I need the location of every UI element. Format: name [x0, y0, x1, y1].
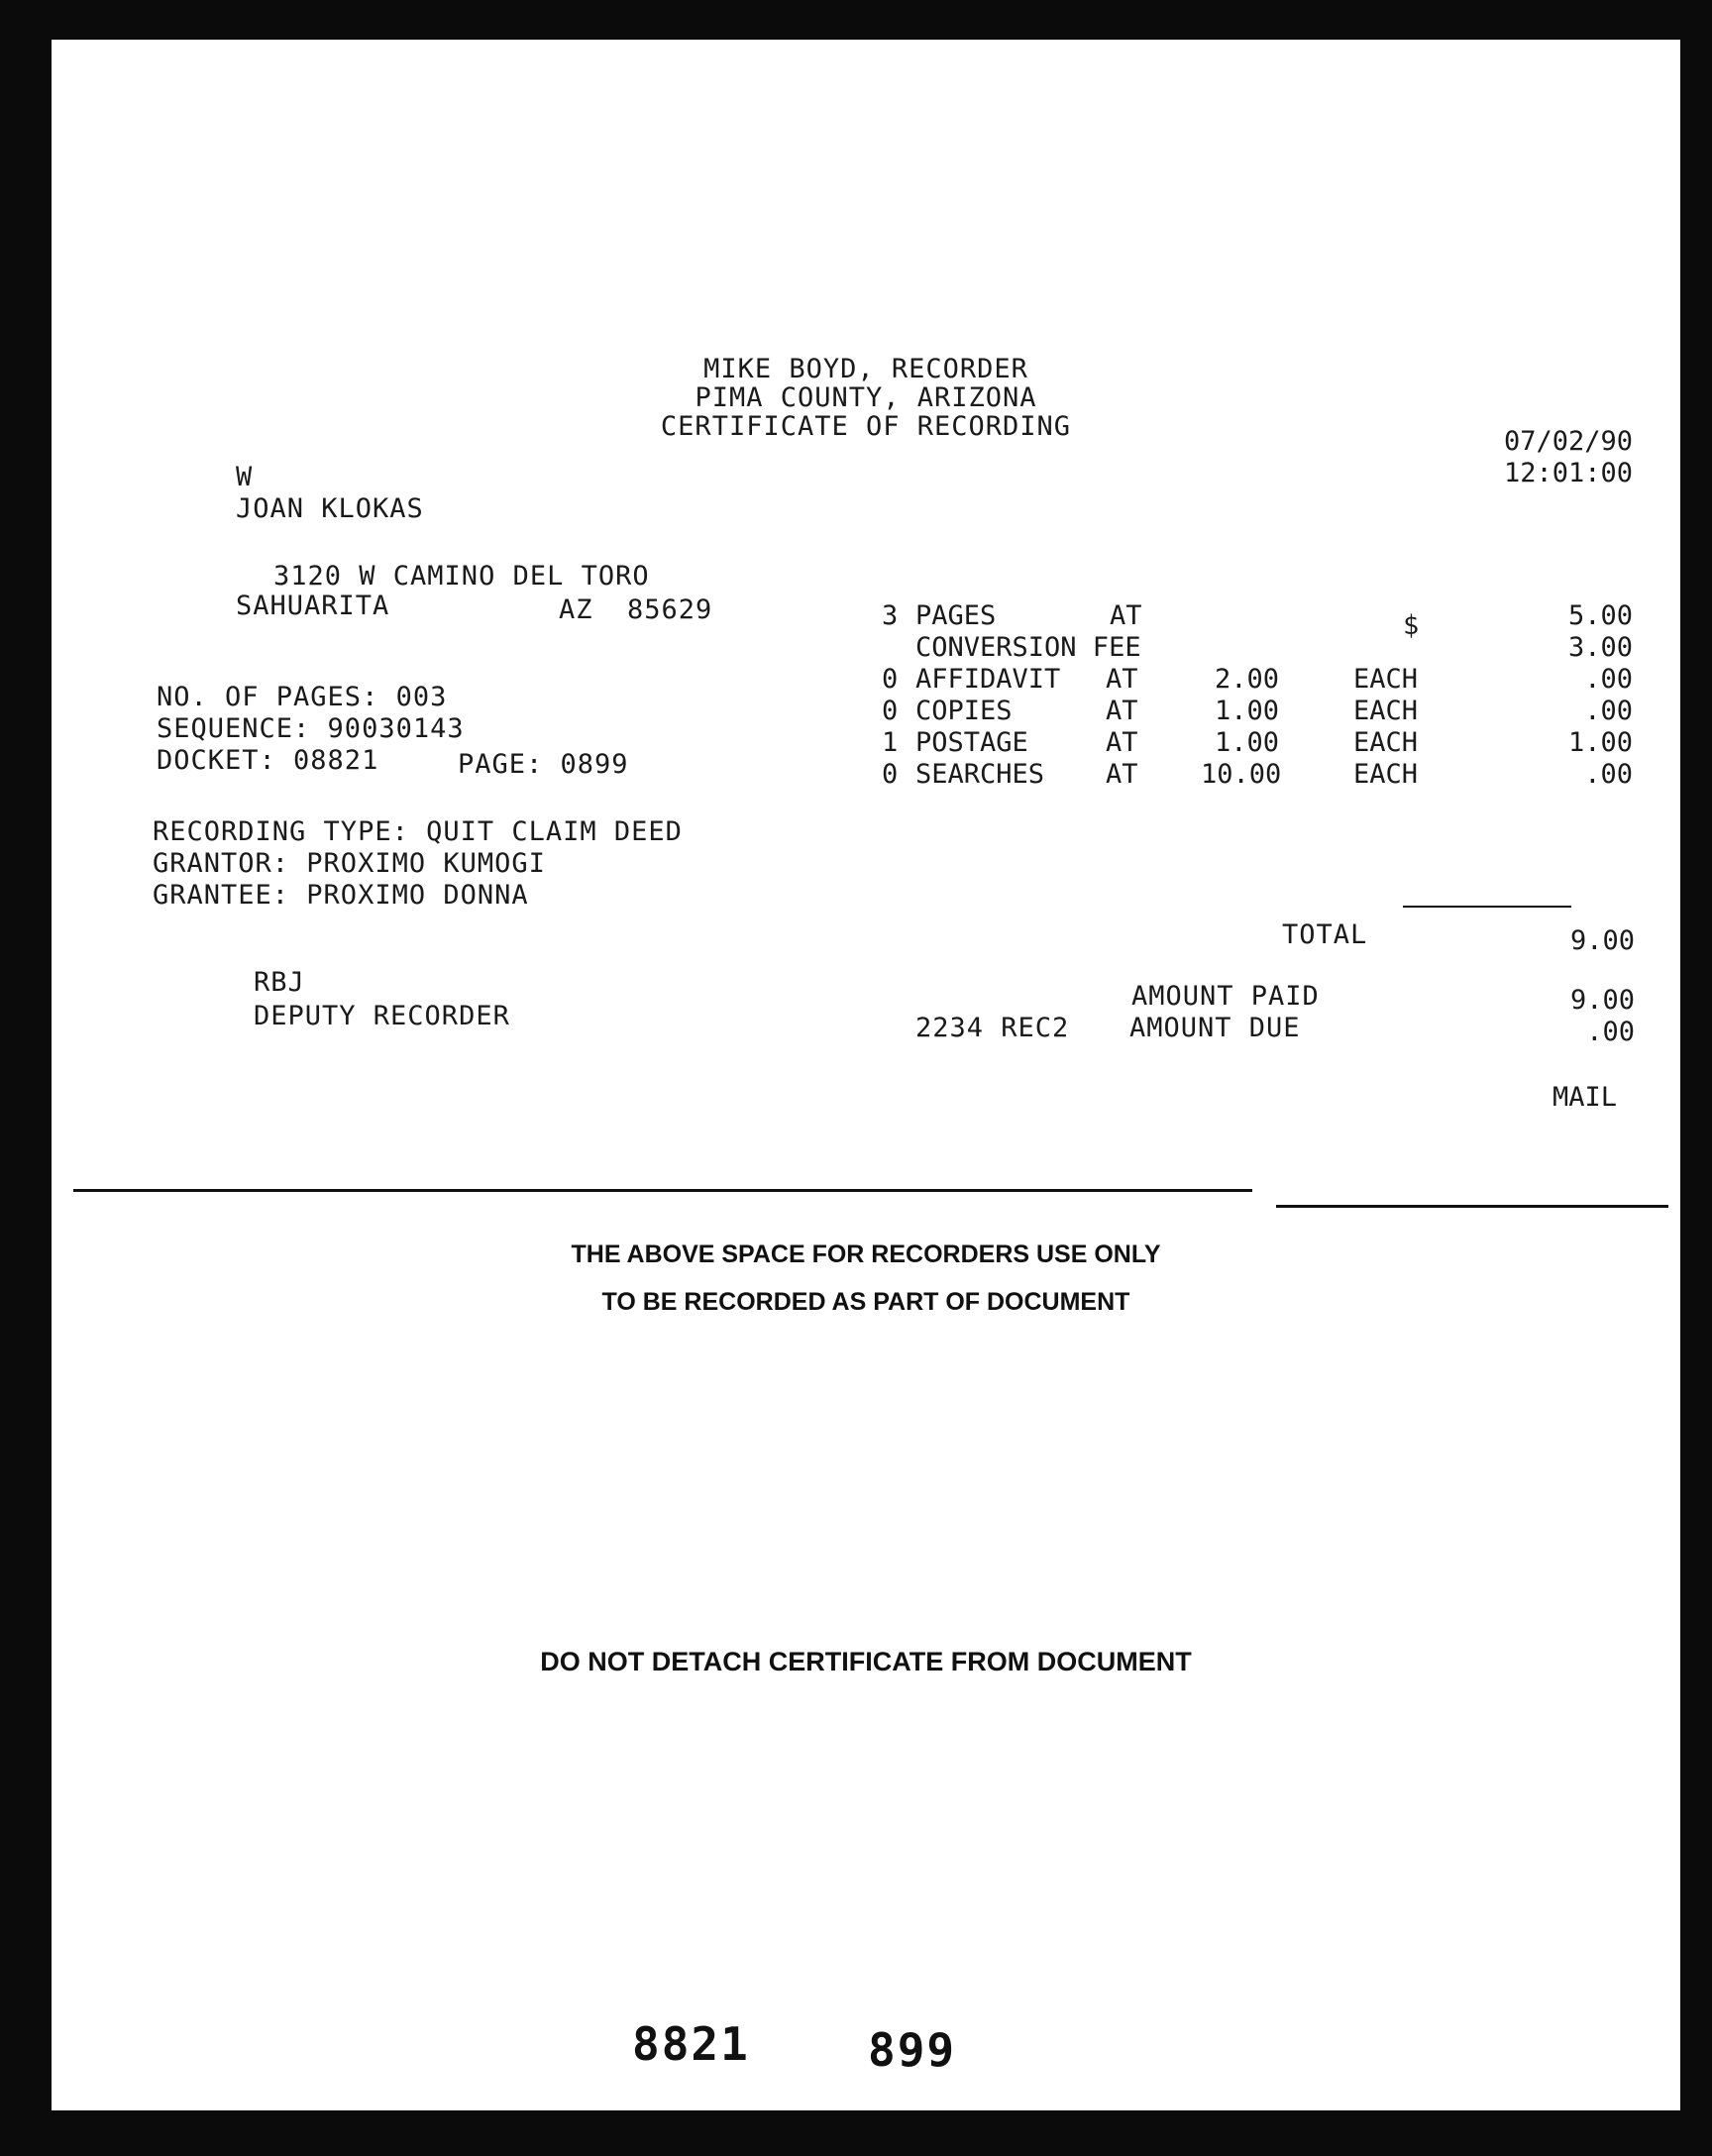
- fee-qty: 1: [882, 727, 899, 758]
- recording-time: 12:01:00: [1503, 458, 1633, 488]
- county-state: PIMA COUNTY, ARIZONA: [695, 382, 1037, 413]
- fee-at: AT: [1110, 600, 1142, 631]
- recorded-part-notice: TO BE RECORDED AS PART OF DOCUMENT: [601, 1288, 1130, 1316]
- page-count: NO. OF PAGES: 003: [157, 682, 448, 712]
- certificate-sheet: [52, 40, 1680, 2110]
- amount-due: .00: [1586, 1017, 1635, 1047]
- amount-paid: 9.00: [1569, 985, 1635, 1016]
- fee-at: AT: [1106, 759, 1138, 790]
- fee-amount: 3.00: [1567, 632, 1633, 663]
- fee-row: [882, 696, 1633, 727]
- fee-item: AFFIDAVIT: [915, 664, 1061, 695]
- fee-table: [882, 600, 1635, 838]
- deputy-initials: RBJ: [254, 967, 305, 998]
- fee-item: CONVERSION FEE: [915, 632, 1141, 663]
- fee-rate: 10.00: [1201, 759, 1282, 790]
- fee-at: AT: [1106, 696, 1138, 726]
- fee-amount: 5.00: [1567, 600, 1633, 631]
- fee-qty: 3: [882, 600, 899, 631]
- fee-at: AT: [1106, 727, 1138, 758]
- stamp-docket: 8821: [632, 2017, 750, 2071]
- amount-paid-label: AMOUNT PAID: [1131, 981, 1320, 1012]
- fee-each: EACH: [1353, 727, 1419, 758]
- recorder-name: MIKE BOYD, RECORDER: [703, 354, 1028, 384]
- grantor: GRANTOR: PROXIMO KUMOGI: [153, 848, 546, 879]
- addressee-street: 3120 W CAMINO DEL TORO: [273, 561, 650, 592]
- delivery-method: MAIL: [1552, 1082, 1617, 1113]
- fee-row: [882, 759, 1633, 791]
- addressee-name: JOAN KLOKAS: [236, 493, 424, 524]
- register-code: 2234 REC2: [915, 1013, 1070, 1043]
- docket-page: PAGE: 0899: [458, 749, 629, 780]
- fee-item: SEARCHES: [915, 759, 1045, 790]
- fee-qty: 0: [882, 664, 899, 695]
- fee-qty: 0: [882, 759, 899, 790]
- addressee-state-zip: AZ 85629: [559, 594, 713, 625]
- fee-each: EACH: [1353, 759, 1419, 790]
- recording-date: 07/02/90: [1503, 426, 1633, 457]
- fee-item: COPIES: [915, 696, 1013, 726]
- divider-left: [73, 1189, 1252, 1192]
- currency-symbol: $: [1403, 610, 1421, 641]
- fee-amount: .00: [1584, 696, 1633, 726]
- do-not-detach-notice: DO NOT DETACH CERTIFICATE FROM DOCUMENT: [540, 1647, 1192, 1676]
- fee-row: [882, 664, 1633, 696]
- docket-number: DOCKET: 08821: [157, 745, 379, 776]
- fee-item: PAGES: [915, 600, 997, 631]
- stamp-page: 899: [868, 2023, 957, 2077]
- fee-item: POSTAGE: [915, 727, 1028, 758]
- fee-row: [882, 727, 1633, 759]
- fee-each: EACH: [1353, 664, 1419, 695]
- document-title: CERTIFICATE OF RECORDING: [660, 411, 1072, 442]
- amount-due-label: AMOUNT DUE: [1129, 1013, 1301, 1043]
- fee-row: [882, 632, 1633, 664]
- fee-amount: .00: [1584, 664, 1633, 695]
- fee-rate: 1.00: [1215, 727, 1280, 758]
- fee-each: EACH: [1353, 696, 1419, 726]
- addressee-code: W: [236, 462, 254, 492]
- fee-rate: 2.00: [1215, 664, 1280, 695]
- total-rule: [1403, 906, 1571, 908]
- fee-row: [882, 600, 1633, 632]
- fee-amount: .00: [1584, 759, 1633, 790]
- total-label: TOTAL: [1282, 919, 1368, 950]
- recorders-use-notice: THE ABOVE SPACE FOR RECORDERS USE ONLY: [571, 1240, 1161, 1268]
- grantee: GRANTEE: PROXIMO DONNA: [153, 880, 529, 911]
- total-amount: 9.00: [1569, 925, 1635, 956]
- fee-qty: 0: [882, 696, 899, 726]
- fee-amount: 1.00: [1567, 727, 1633, 758]
- divider-right: [1276, 1205, 1668, 1208]
- fee-at: AT: [1106, 664, 1138, 695]
- deputy-title: DEPUTY RECORDER: [254, 1001, 510, 1031]
- fee-rate: 1.00: [1215, 696, 1280, 726]
- recording-type: RECORDING TYPE: QUIT CLAIM DEED: [153, 816, 683, 847]
- sequence-number: SEQUENCE: 90030143: [157, 713, 465, 744]
- addressee-city: SAHUARITA: [236, 591, 390, 621]
